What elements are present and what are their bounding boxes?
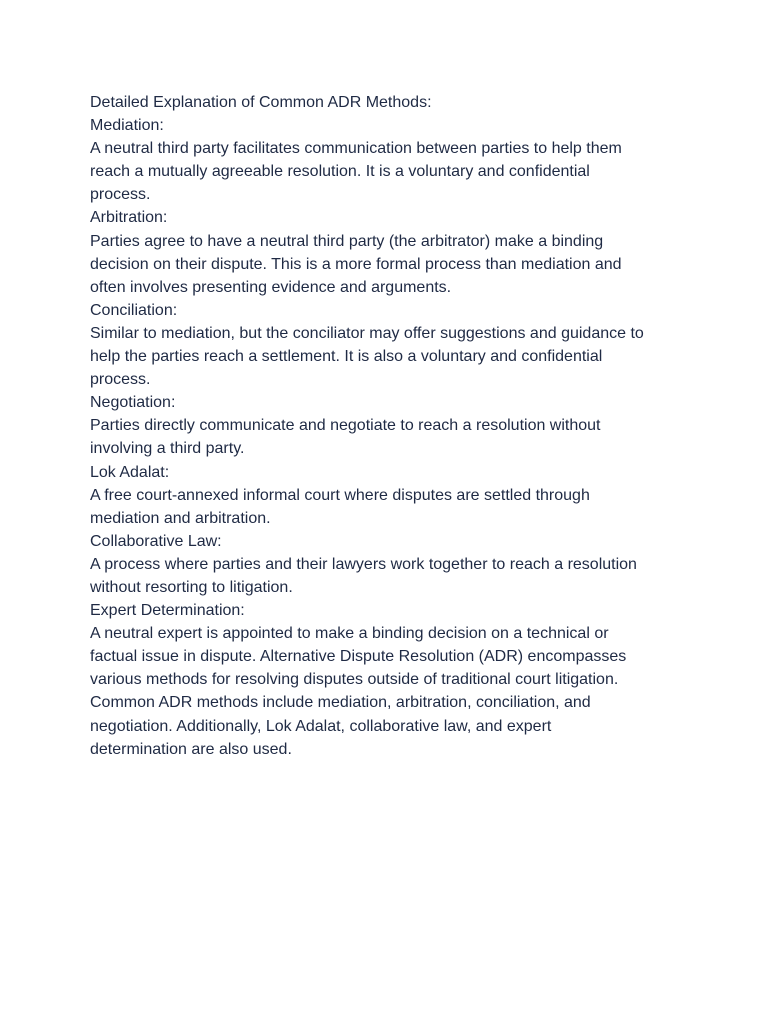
lok-adalat-text-line: A free court-annexed informal court where disputes are settled through bbox=[90, 486, 590, 504]
arbitration-text-line: often involves presenting evidence and arguments. bbox=[90, 278, 452, 296]
section-heading-mediation: Mediation: bbox=[90, 117, 164, 135]
conciliation-text-line: process. bbox=[90, 371, 151, 389]
expert-determination-text-line: Common ADR methods include mediation, arbitration, conciliation, and bbox=[90, 694, 591, 712]
mediation-text-line: A neutral third party facilitates communication between parties to help them bbox=[90, 140, 622, 158]
arbitration-text-line: Parties agree to have a neutral third party (the arbitrator) make a binding bbox=[90, 232, 604, 250]
arbitration-text-line: decision on their dispute. This is a more formal process than mediation and bbox=[90, 255, 622, 273]
negotiation-text-line: involving a third party. bbox=[90, 440, 245, 458]
conciliation-text-line: help the parties reach a settlement. It is also a voluntary and confidential bbox=[90, 348, 603, 366]
section-heading-collaborative-law: Collaborative Law: bbox=[90, 532, 222, 550]
lok-adalat-text-line: mediation and arbitration. bbox=[90, 509, 271, 527]
expert-determination-text-line: A neutral expert is appointed to make a binding decision on a technical or bbox=[90, 625, 609, 643]
expert-determination-text-line: various methods for resolving disputes outside of traditional court litigation. bbox=[90, 671, 619, 689]
negotiation-text-line: Parties directly communicate and negotiate to reach a resolution without bbox=[90, 417, 601, 435]
expert-determination-text-line: negotiation. Additionally, Lok Adalat, collaborative law, and expert bbox=[90, 717, 552, 735]
document-body bbox=[90, 91, 690, 761]
collaborative-law-text-line: without resorting to litigation. bbox=[90, 578, 293, 596]
section-heading-lok-adalat: Lok Adalat: bbox=[90, 463, 170, 481]
section-heading-expert-determination: Expert Determination: bbox=[90, 602, 245, 620]
expert-determination-text-line: determination are also used. bbox=[90, 740, 292, 758]
mediation-text-line: reach a mutually agreeable resolution. It is a voluntary and confidential bbox=[90, 163, 590, 181]
collaborative-law-text-line: A process where parties and their lawyers work together to reach a resolution bbox=[90, 555, 637, 573]
conciliation-text-line: Similar to mediation, but the conciliator may offer suggestions and guidance to bbox=[90, 324, 644, 342]
document-heading: Detailed Explanation of Common ADR Methods: bbox=[90, 94, 432, 111]
section-heading-arbitration: Arbitration: bbox=[90, 209, 168, 227]
section-heading-conciliation: Conciliation: bbox=[90, 301, 178, 319]
expert-determination-text-line: factual issue in dispute. Alternative Dispute Resolution (ADR) encompasses bbox=[90, 648, 627, 666]
section-heading-negotiation: Negotiation: bbox=[90, 394, 176, 412]
mediation-text-line: process. bbox=[90, 186, 151, 204]
